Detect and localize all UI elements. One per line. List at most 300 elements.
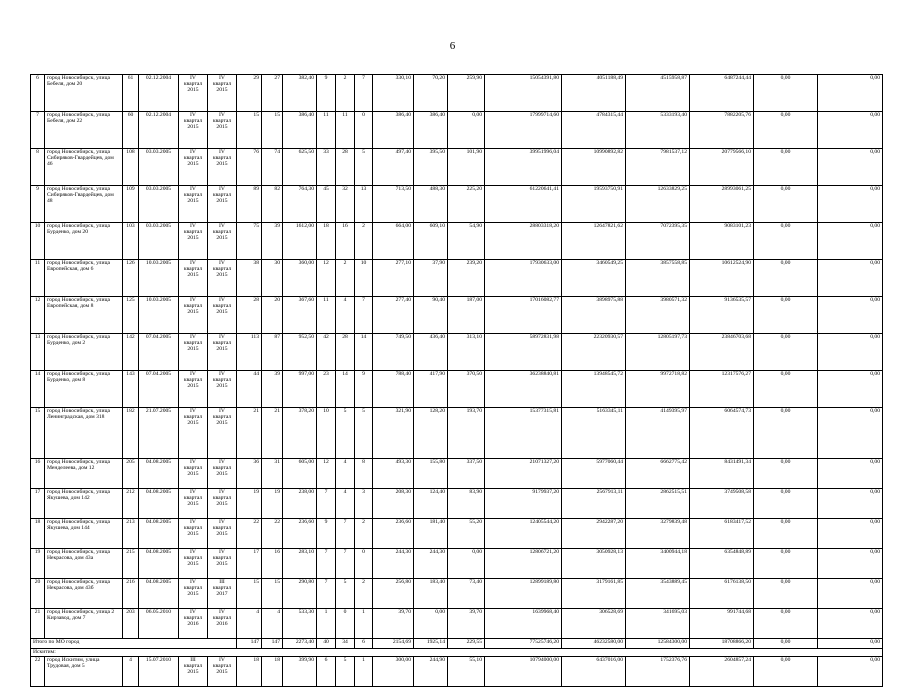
section-label: Искитим: [31,649,883,657]
registry-number-cell: 61 [123,75,139,112]
value-cell-m6: 0,00 [818,223,883,260]
value-cell-m4: 6064574,73 [690,408,754,459]
value-cell-a2: 4 [336,459,355,489]
value-cell-c2: 82 [262,186,283,223]
value-cell-s2: 395,50 [414,149,448,186]
value-cell-a1: 18 [317,223,336,260]
value-cell-c2: 22 [262,519,283,549]
row-number: 18 [31,519,45,549]
value-cell-a2: 2 [336,75,355,112]
value-cell-m4: 6487244,44 [690,75,754,112]
total-label: Итого по МО город [31,639,237,649]
value-cell-s1: 330,10 [373,75,414,112]
value-cell-a2: 0 [336,609,355,639]
value-cell-c2: 31 [262,459,283,489]
value-cell-s1: 236,60 [373,519,414,549]
value-cell-m4: 991744,68 [690,609,754,639]
address-cell: город Новосибирск, улица Бебеля, дом 22 [45,112,123,149]
value-cell-m6: 0,00 [818,149,883,186]
value-cell-s1: 39,70 [373,609,414,639]
value-cell-m1: 28803318,20 [485,223,562,260]
total-value-c2: 147 [262,639,283,649]
registry-number-cell: 182 [123,408,139,459]
planned-period-cell: IV квартал 2015 [179,519,208,549]
value-cell-s1: 321,90 [373,408,414,459]
value-cell-m2: 3050928,13 [562,549,626,579]
address-cell: город Новосибирск, улица Европейская, дом 8 [45,297,123,334]
section-row [31,649,883,657]
value-cell-a2: 32 [336,186,355,223]
value-cell-m2: 4051188,49 [562,75,626,112]
planned-period-cell: IV квартал 2015 [179,223,208,260]
value-cell-s2: 181,40 [414,519,448,549]
value-cell-m4: 6176138,50 [690,579,754,609]
value-cell-c2: 15 [262,579,283,609]
actual-period-cell: IV квартал 2015 [208,297,237,334]
actual-period-cell: IV квартал 2015 [208,549,237,579]
value-cell-c1: 17 [237,549,262,579]
value-cell-c2: 39 [262,371,283,408]
value-cell-a1: 42 [317,334,336,371]
total-value-s2: 1925,14 [414,639,448,649]
value-cell-m5: 0,00 [754,609,818,639]
table-row [31,549,883,579]
value-cell-m4: 7882205,76 [690,112,754,149]
value-cell-m1: 36238840,81 [485,371,562,408]
value-cell-m2: 3460549,25 [562,260,626,297]
value-cell-s3: 313,10 [448,334,485,371]
date-cell: 15.07.2010 [139,657,179,687]
value-cell-a3: 8 [355,459,373,489]
value-cell-a2: 14 [336,371,355,408]
value-cell-c2: 21 [262,408,283,459]
registry-number-cell: 4 [123,657,139,687]
value-cell-a3: 10 [355,260,373,297]
value-cell-s2: 183,40 [414,579,448,609]
value-cell-a2: 4 [336,489,355,519]
value-cell-s1: 244,30 [373,549,414,579]
total-value-m1: 77525746,20 [485,639,562,649]
value-cell-s3: 337,50 [448,459,485,489]
address-cell: город Новосибирск, улица 2 Кирзавод, дом 7 [45,609,123,639]
value-cell-m1: 58972831,98 [485,334,562,371]
row-number: 22 [31,657,45,687]
value-cell-c2: 74 [262,149,283,186]
value-cell-c1: 19 [237,489,262,519]
value-cell-m4: 8431491,34 [690,459,754,489]
value-cell-a2: 5 [336,579,355,609]
value-cell-m5: 0,00 [754,223,818,260]
value-cell-a2: 16 [336,223,355,260]
actual-period-cell: IV квартал 2016 [208,609,237,639]
value-cell-m1: 15377315,81 [485,408,562,459]
value-cell-a2: 7 [336,549,355,579]
actual-period-cell: IV квартал 2015 [208,519,237,549]
value-cell-m2: 3179161,85 [562,579,626,609]
value-cell-c2: 87 [262,334,283,371]
table-row [31,260,883,297]
value-cell-s3: 39,70 [448,609,485,639]
actual-period-cell: IV квартал 2015 [208,260,237,297]
page-number: 6 [449,40,456,52]
value-cell-m4: 28993061,25 [690,186,754,223]
value-cell-c1: 89 [237,186,262,223]
value-cell-a1: 33 [317,149,336,186]
registry-number-cell: 109 [123,186,139,223]
table-row [31,186,883,223]
table-row [31,223,883,260]
value-cell-m6: 0,00 [818,186,883,223]
address-cell: город Новосибирск, улица Ленинградская, дом 318 [45,408,123,459]
value-cell-c1: 113 [237,334,262,371]
value-cell-m3: 4515958,87 [626,75,690,112]
row-number: 8 [31,149,45,186]
value-cell-m6: 0,00 [818,609,883,639]
date-cell: 04.08.2005 [139,549,179,579]
value-cell-s3: 54,90 [448,223,485,260]
value-cell-a3: 7 [355,75,373,112]
value-cell-a3: 14 [355,334,373,371]
value-cell-m4: 9136535,57 [690,297,754,334]
value-cell-c1: 4 [237,609,262,639]
value-cell-s3: 187,00 [448,297,485,334]
planned-period-cell: IV квартал 2015 [179,579,208,609]
total-value-m2: 46232580,00 [562,639,626,649]
address-cell: город Новосибирск, улица Сибиряков-Гвардейцев, дом 46 [45,149,123,186]
value-cell-m1: 10794000,00 [485,657,562,687]
planned-period-cell: IV квартал 2015 [179,260,208,297]
value-cell-c1: 18 [237,657,262,687]
value-cell-a1: 11 [317,112,336,149]
total-value-a1: 40 [317,639,336,649]
registry-number-cell: 142 [123,334,139,371]
value-cell-area: 764,30 [283,186,317,223]
value-cell-s3: 225,20 [448,186,485,223]
row-number: 12 [31,297,45,334]
value-cell-s2: 417,90 [414,371,448,408]
value-cell-m3: 6662775,42 [626,459,690,489]
value-cell-m5: 0,00 [754,459,818,489]
value-cell-m6: 0,00 [818,75,883,112]
date-cell: 07.04.2005 [139,371,179,408]
planned-period-cell: IV квартал 2015 [179,459,208,489]
value-cell-m5: 0,00 [754,371,818,408]
value-cell-s1: 300,00 [373,657,414,687]
value-cell-a3: 2 [355,519,373,549]
value-cell-c2: 19 [262,489,283,519]
value-cell-a3: 0 [355,112,373,149]
value-cell-a3: 2 [355,579,373,609]
value-cell-a2: 4 [336,297,355,334]
value-cell-m2: 22320930,57 [562,334,626,371]
value-cell-m6: 0,00 [818,371,883,408]
actual-period-cell: IV квартал 2015 [208,489,237,519]
total-value-m6: 0,00 [818,639,883,649]
date-cell: 04.08.2005 [139,519,179,549]
value-cell-s2: 155,80 [414,459,448,489]
value-cell-c1: 15 [237,112,262,149]
value-cell-a1: 11 [317,297,336,334]
value-cell-a3: 3 [355,489,373,519]
registry-number-cell: 125 [123,297,139,334]
value-cell-a3: 1 [355,657,373,687]
value-cell-m3: 7981537,12 [626,149,690,186]
total-value-s3: 229,55 [448,639,485,649]
value-cell-m1: 15054391,80 [485,75,562,112]
resettlement-table [30,74,883,687]
planned-period-cell: IV квартал 2015 [179,334,208,371]
value-cell-s1: 256,80 [373,579,414,609]
address-cell: город Новосибирск, улица Некрасова, дом 43а [45,549,123,579]
table-row [31,459,883,489]
value-cell-m1: 12405544,20 [485,519,562,549]
value-cell-m3: 341695,03 [626,609,690,639]
value-cell-c2: 15 [262,112,283,149]
value-cell-m6: 0,00 [818,408,883,459]
date-cell: 04.08.2005 [139,579,179,609]
value-cell-a1: 1 [317,609,336,639]
value-cell-m5: 0,00 [754,149,818,186]
value-cell-c1: 21 [237,408,262,459]
value-cell-m3: 12633829,25 [626,186,690,223]
registry-number-cell: 108 [123,149,139,186]
value-cell-area: 238,00 [283,489,317,519]
value-cell-a1: 7 [317,489,336,519]
registry-number-cell: 143 [123,371,139,408]
value-cell-s3: 101,90 [448,149,485,186]
value-cell-m3: 3857558,85 [626,260,690,297]
value-cell-m5: 0,00 [754,657,818,687]
value-cell-s3: 0,00 [448,549,485,579]
table-row [31,408,883,459]
table-row [31,371,883,408]
value-cell-m5: 0,00 [754,579,818,609]
value-cell-a1: 7 [317,549,336,579]
date-cell: 10.03.2005 [139,260,179,297]
total-value-a3: 6 [355,639,373,649]
value-cell-c2: 4 [262,609,283,639]
value-cell-a3: 2 [355,223,373,260]
value-cell-a3: 9 [355,371,373,408]
value-cell-m6: 0,00 [818,519,883,549]
row-number: 11 [31,260,45,297]
value-cell-m1: 12806721,20 [485,549,562,579]
actual-period-cell: IV квартал 2015 [208,459,237,489]
planned-period-cell: IV квартал 2015 [179,112,208,149]
value-cell-m4: 20779566,10 [690,149,754,186]
value-cell-a1: 12 [317,260,336,297]
planned-period-cell: IV квартал 2015 [179,489,208,519]
actual-period-cell: IV квартал 2015 [208,75,237,112]
value-cell-c1: 76 [237,149,262,186]
value-cell-a1: 45 [317,186,336,223]
value-cell-s1: 664,00 [373,223,414,260]
value-cell-m1: 39951996,04 [485,149,562,186]
value-cell-m5: 0,00 [754,519,818,549]
actual-period-cell: IV квартал 2015 [208,334,237,371]
row-number: 7 [31,112,45,149]
actual-period-cell: IV квартал 2015 [208,657,237,687]
value-cell-m4: 9083101,23 [690,223,754,260]
value-cell-s2: 128,20 [414,408,448,459]
value-cell-c1: 22 [237,519,262,549]
address-cell: город Новосибирск, улица Бурденко, дом 8 [45,371,123,408]
value-cell-m3: 1752376,76 [626,657,690,687]
value-cell-m3: 3980571,32 [626,297,690,334]
value-cell-m5: 0,00 [754,334,818,371]
value-cell-c1: 36 [237,459,262,489]
value-cell-m5: 0,00 [754,549,818,579]
planned-period-cell: III квартал 2015 [179,657,208,687]
planned-period-cell: IV квартал 2015 [179,408,208,459]
value-cell-area: 605,00 [283,459,317,489]
value-cell-c1: 38 [237,260,262,297]
value-cell-c2: 27 [262,75,283,112]
value-cell-c2: 20 [262,297,283,334]
actual-period-cell: IV квартал 2015 [208,371,237,408]
value-cell-m2: 10990892,82 [562,149,626,186]
registry-number-cell: 212 [123,489,139,519]
value-cell-a1: 9 [317,75,336,112]
value-cell-m4: 6183417,52 [690,519,754,549]
value-cell-m6: 0,00 [818,459,883,489]
planned-period-cell: IV квартал 2015 [179,186,208,223]
planned-period-cell: IV квартал 2015 [179,149,208,186]
row-number: 9 [31,186,45,223]
value-cell-s1: 749,50 [373,334,414,371]
value-cell-area: 386,40 [283,112,317,149]
row-number: 13 [31,334,45,371]
value-cell-s2: 436,40 [414,334,448,371]
value-cell-s2: 244,30 [414,549,448,579]
actual-period-cell: IV квартал 2015 [208,408,237,459]
total-value-c1: 147 [237,639,262,649]
value-cell-a1: 6 [317,657,336,687]
value-cell-area: 1612,00 [283,223,317,260]
value-cell-a2: 2 [336,260,355,297]
value-cell-a3: 7 [355,297,373,334]
table-row [31,519,883,549]
value-cell-m6: 0,00 [818,579,883,609]
table-body [31,75,883,687]
row-number: 20 [31,579,45,609]
value-cell-a1: 23 [317,371,336,408]
value-cell-m5: 0,00 [754,260,818,297]
value-cell-area: 399,90 [283,657,317,687]
value-cell-c1: 44 [237,371,262,408]
value-cell-m2: 12647821,62 [562,223,626,260]
value-cell-m2: 5163345,11 [562,408,626,459]
value-cell-m1: 9179937,20 [485,489,562,519]
date-cell: 10.03.2005 [139,297,179,334]
value-cell-m3: 4149395,97 [626,408,690,459]
total-row [31,639,883,649]
value-cell-m1: 61220641,41 [485,186,562,223]
value-cell-m1: 21071327,20 [485,459,562,489]
table-row [31,149,883,186]
row-number: 10 [31,223,45,260]
registry-number-cell: 216 [123,579,139,609]
value-cell-a1: 7 [317,579,336,609]
value-cell-m6: 0,00 [818,657,883,687]
value-cell-m5: 0,00 [754,186,818,223]
value-cell-a2: 7 [336,519,355,549]
value-cell-m3: 9972718,82 [626,371,690,408]
value-cell-s3: 193,70 [448,408,485,459]
value-cell-s1: 788,40 [373,371,414,408]
value-cell-s1: 386,40 [373,112,414,149]
value-cell-m5: 0,00 [754,75,818,112]
value-cell-m3: 5333193,40 [626,112,690,149]
total-value-m5: 0,00 [754,639,818,649]
total-value-m3: 12584300,00 [626,639,690,649]
date-cell: 02.12.2004 [139,112,179,149]
value-cell-m5: 0,00 [754,408,818,459]
value-cell-s3: 55,20 [448,519,485,549]
registry-number-cell: 203 [123,609,139,639]
value-cell-a1: 9 [317,519,336,549]
value-cell-m4: 23846703,68 [690,334,754,371]
value-cell-m4: 12317576,27 [690,371,754,408]
table-row [31,579,883,609]
row-number: 6 [31,75,45,112]
date-cell: 02.12.2004 [139,75,179,112]
value-cell-c2: 18 [262,657,283,687]
value-cell-m3: 7072395,35 [626,223,690,260]
value-cell-s2: 124,40 [414,489,448,519]
value-cell-m3: 3400944,18 [626,549,690,579]
value-cell-m2: 13948545,72 [562,371,626,408]
value-cell-a3: 5 [355,149,373,186]
actual-period-cell: IV квартал 2015 [208,186,237,223]
address-cell: город Искитим, улица Трудовая, дом 5 [45,657,123,687]
value-cell-area: 236,60 [283,519,317,549]
actual-period-cell: IV квартал 2015 [208,223,237,260]
total-value-s1: 2154,69 [373,639,414,649]
value-cell-s3: 55,10 [448,657,485,687]
value-cell-m3: 3543889,45 [626,579,690,609]
value-cell-m1: 1639968,40 [485,609,562,639]
value-cell-m6: 0,00 [818,489,883,519]
value-cell-area: 283,10 [283,549,317,579]
value-cell-a3: 1 [355,609,373,639]
value-cell-area: 997,00 [283,371,317,408]
registry-number-cell: 60 [123,112,139,149]
registry-number-cell: 213 [123,519,139,549]
value-cell-a3: 5 [355,408,373,459]
value-cell-s3: 83,90 [448,489,485,519]
value-cell-m6: 0,00 [818,549,883,579]
value-cell-m1: 12899189,80 [485,579,562,609]
value-cell-c2: 16 [262,549,283,579]
row-number: 21 [31,609,45,639]
value-cell-s3: 239,20 [448,260,485,297]
value-cell-area: 290,80 [283,579,317,609]
value-cell-area: 360,00 [283,260,317,297]
row-number: 17 [31,489,45,519]
address-cell: город Новосибирск, улица Некрасова, дом 43б [45,579,123,609]
value-cell-m2: 2567913,11 [562,489,626,519]
value-cell-m3: 2862515,51 [626,489,690,519]
address-cell: город Новосибирск, улица Сибиряков-Гвардейцев, дом 48 [45,186,123,223]
value-cell-m5: 0,00 [754,112,818,149]
registry-number-cell: 205 [123,459,139,489]
value-cell-s1: 713,50 [373,186,414,223]
table-row [31,334,883,371]
table-row [31,489,883,519]
table-row [31,75,883,112]
planned-period-cell: IV квартал 2016 [179,609,208,639]
